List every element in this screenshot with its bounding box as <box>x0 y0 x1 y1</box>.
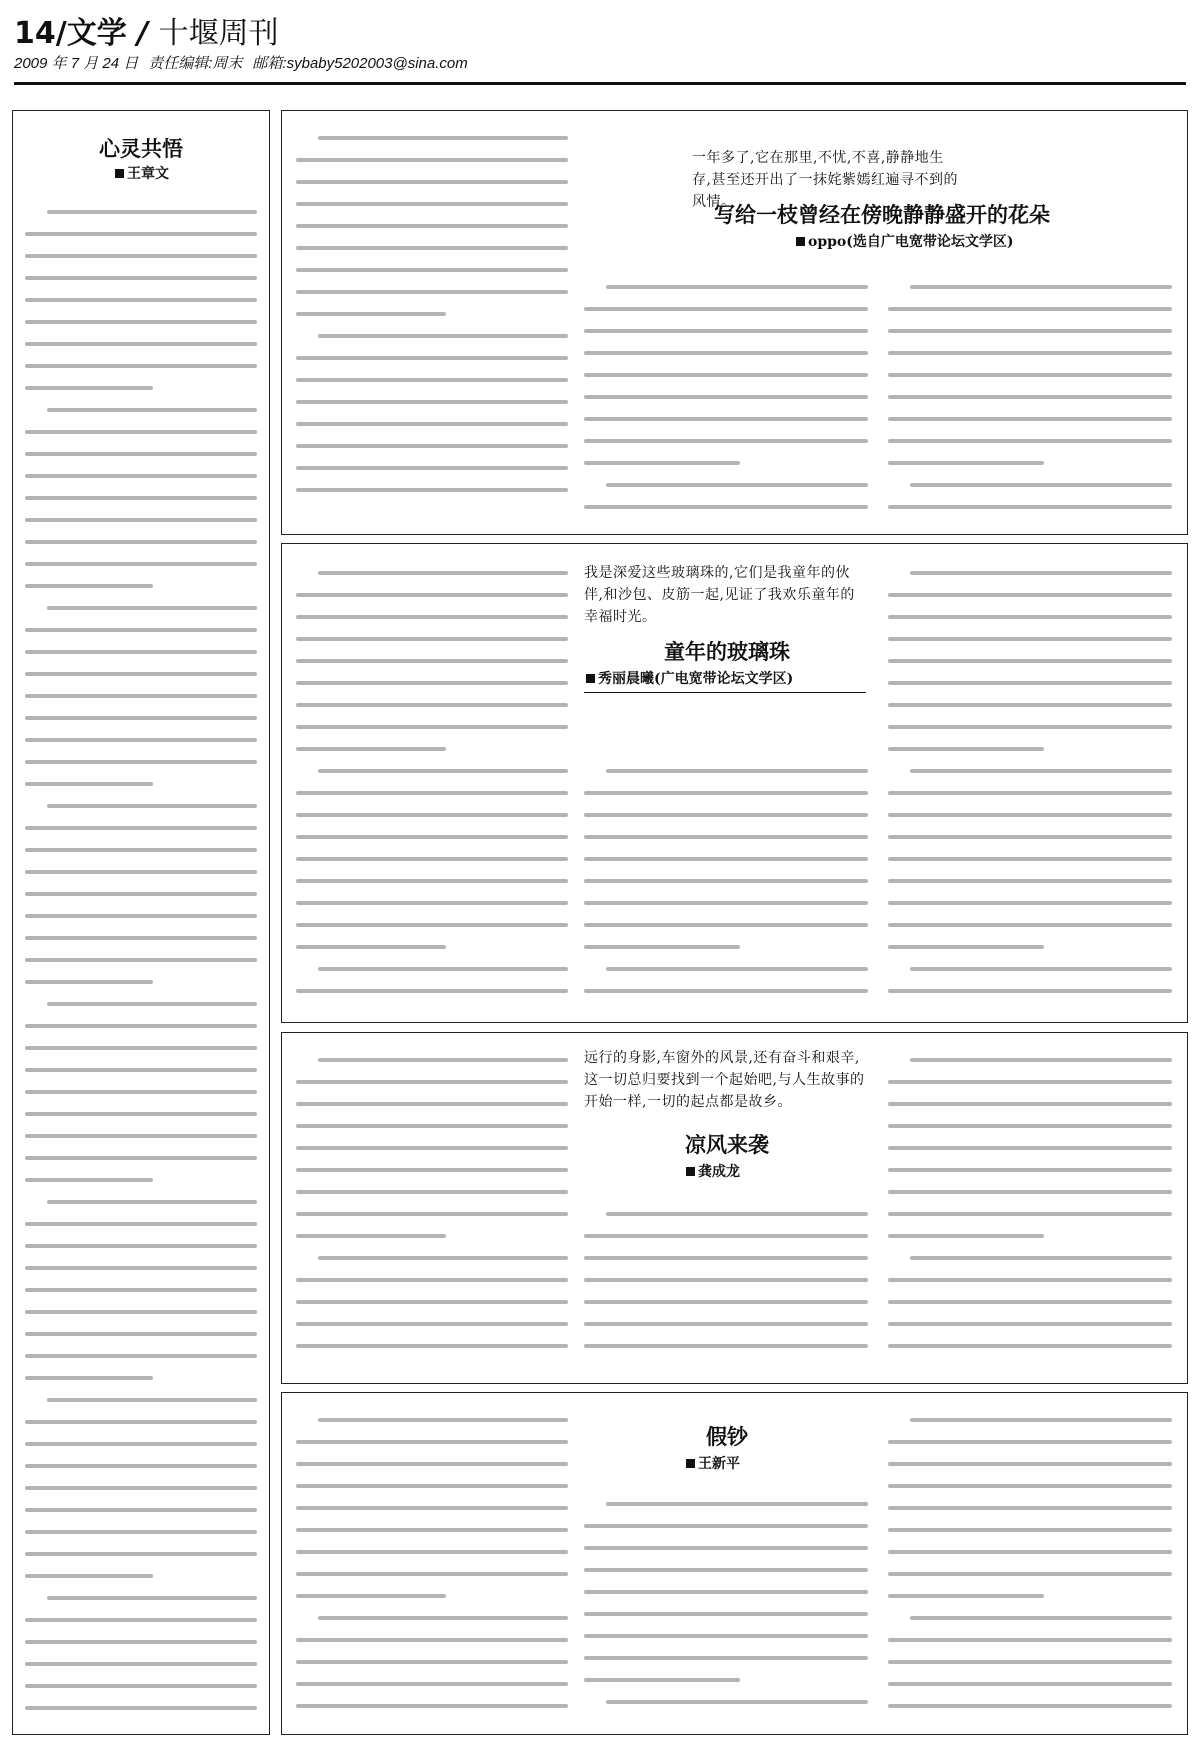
body-text-line <box>888 1594 1044 1598</box>
body-text-line <box>296 158 568 162</box>
body-text-line <box>25 1156 257 1160</box>
body-text-line <box>888 461 1044 465</box>
publication-name: 十堰周刊 <box>158 16 279 51</box>
body-text-line <box>25 276 257 280</box>
body-text-line <box>25 1420 257 1424</box>
body-text-line <box>296 1704 568 1708</box>
body-text-line <box>296 1550 568 1554</box>
body-text-line <box>606 1700 868 1704</box>
masthead <box>14 8 1186 88</box>
body-text-line <box>888 1124 1172 1128</box>
title-rule <box>584 692 866 693</box>
body-text-line <box>584 1546 868 1550</box>
body-text-line <box>888 593 1172 597</box>
body-text-line <box>296 180 568 184</box>
body-text-line <box>584 351 868 355</box>
body-text-line <box>584 923 868 927</box>
body-text-line <box>25 914 257 918</box>
body-text-line <box>296 1484 568 1488</box>
body-text-line <box>296 1168 568 1172</box>
page-number: 14/ <box>14 16 67 51</box>
body-text-line <box>25 584 153 588</box>
body-text-line <box>606 1212 868 1216</box>
body-text-line <box>888 791 1172 795</box>
body-text-line <box>584 307 868 311</box>
body-text-line <box>584 1234 868 1238</box>
body-text-line <box>296 1638 568 1642</box>
article-byline: 王章文 <box>115 163 169 183</box>
body-text-line <box>296 1146 568 1150</box>
body-text-line <box>888 835 1172 839</box>
body-text-line <box>584 417 868 421</box>
body-text-line <box>888 1572 1172 1576</box>
body-text-line <box>25 342 257 346</box>
body-text-line <box>25 386 153 390</box>
body-text-line <box>888 1278 1172 1282</box>
body-text-line <box>910 1418 1172 1422</box>
body-text-line <box>584 439 868 443</box>
article-xinling-gongwu <box>12 110 270 1735</box>
body-text-line <box>584 857 868 861</box>
body-text-line <box>25 364 257 368</box>
body-text-line <box>584 1256 868 1260</box>
article-title: 心灵共悟 <box>99 137 183 161</box>
body-text-line <box>25 1222 257 1226</box>
body-text-line <box>296 1322 568 1326</box>
article-byline: oppo(选自广电宽带论坛文学区) <box>796 231 1014 251</box>
body-text-line <box>296 444 568 448</box>
body-text-line <box>910 1256 1172 1260</box>
body-text-line <box>25 1662 257 1666</box>
body-text-line <box>318 136 568 140</box>
body-text-line <box>25 870 257 874</box>
body-text-line <box>296 1124 568 1128</box>
body-text-line <box>25 1310 257 1314</box>
body-text-line <box>296 466 568 470</box>
body-text-line <box>296 378 568 382</box>
body-text-line <box>296 1190 568 1194</box>
body-text-line <box>25 540 257 544</box>
body-text-line <box>888 1550 1172 1554</box>
body-text-line <box>888 1704 1172 1708</box>
body-text-line <box>25 1266 257 1270</box>
body-text-line <box>25 474 257 478</box>
body-text-line <box>25 1508 257 1512</box>
body-text-line <box>296 1300 568 1304</box>
body-text-line <box>296 1102 568 1106</box>
body-text-line <box>296 901 568 905</box>
body-text-line <box>296 224 568 228</box>
body-text-line <box>888 901 1172 905</box>
body-text-line <box>296 246 568 250</box>
body-text-line <box>318 1418 568 1422</box>
body-text-line <box>296 268 568 272</box>
body-text-line <box>888 1300 1172 1304</box>
body-text-line <box>888 725 1172 729</box>
body-text-line <box>584 1634 868 1638</box>
body-text-line <box>296 1682 568 1686</box>
issue-line <box>14 52 478 73</box>
body-text-line <box>25 232 257 236</box>
body-text-line <box>296 615 568 619</box>
body-text-line <box>25 452 257 456</box>
body-text-line <box>25 518 257 522</box>
body-text-line <box>888 1344 1172 1348</box>
body-text-line <box>606 1502 868 1506</box>
body-text-line <box>584 1322 868 1326</box>
body-text-line <box>25 496 257 500</box>
body-text-line <box>606 285 868 289</box>
body-text-line <box>25 1068 257 1072</box>
body-text-line <box>910 285 1172 289</box>
body-text-line <box>25 958 257 962</box>
body-text-line <box>584 813 868 817</box>
body-text-line <box>25 826 257 830</box>
body-text-line <box>888 505 1172 509</box>
body-text-line <box>296 703 568 707</box>
body-text-line <box>888 659 1172 663</box>
body-text-line <box>25 1442 257 1446</box>
body-text-line <box>888 703 1172 707</box>
body-text-line <box>25 1332 257 1336</box>
body-text-line <box>910 483 1172 487</box>
body-text-line <box>888 373 1172 377</box>
body-text-line <box>25 892 257 896</box>
body-text-line <box>296 356 568 360</box>
body-text-line <box>910 571 1172 575</box>
body-text-line <box>888 417 1172 421</box>
body-text-line <box>584 989 868 993</box>
body-text-line <box>888 637 1172 641</box>
body-text-line <box>584 945 740 949</box>
body-text-line <box>888 813 1172 817</box>
body-text-line <box>296 857 568 861</box>
body-text-line <box>584 879 868 883</box>
article-byline: 秀丽晨曦(广电宽带论坛文学区) <box>586 668 793 688</box>
body-text-line <box>296 637 568 641</box>
body-text-line <box>584 395 868 399</box>
body-text-line <box>584 1300 868 1304</box>
editor-email: 邮箱:sybaby5202003@sina.com <box>252 55 468 72</box>
body-text-line <box>25 1354 257 1358</box>
body-text-line <box>318 769 568 773</box>
body-text-line <box>25 1640 257 1644</box>
body-text-line <box>888 1462 1172 1466</box>
article-title: 凉风来袭 <box>685 1133 769 1157</box>
article-title: 假钞 <box>706 1425 748 1449</box>
article-title: 童年的玻璃珠 <box>664 640 790 664</box>
body-text-line <box>296 835 568 839</box>
body-text-line <box>606 483 868 487</box>
article-byline: 王新平 <box>686 1453 740 1473</box>
article-title: 写给一枝曾经在傍晚静静盛开的花朵 <box>714 203 1050 227</box>
body-text-line <box>888 857 1172 861</box>
body-text-line <box>910 967 1172 971</box>
page-header-title <box>14 8 279 52</box>
body-text-line <box>25 1112 257 1116</box>
body-text-line <box>888 681 1172 685</box>
body-text-line <box>25 1684 257 1688</box>
body-text-line <box>296 879 568 883</box>
body-text-line <box>25 1244 257 1248</box>
title-separator: / <box>137 16 149 51</box>
body-text-line <box>888 1190 1172 1194</box>
body-text-line <box>888 1528 1172 1532</box>
body-text-line <box>888 1682 1172 1686</box>
body-text-line <box>584 329 868 333</box>
body-text-line <box>888 989 1172 993</box>
body-text-line <box>25 430 257 434</box>
body-text-line <box>296 1660 568 1664</box>
body-text-line <box>25 1530 257 1534</box>
body-text-line <box>296 290 568 294</box>
body-text-line <box>25 694 257 698</box>
body-text-line <box>318 967 568 971</box>
body-text-line <box>25 254 257 258</box>
body-text-line <box>25 298 257 302</box>
body-text-line <box>888 1102 1172 1106</box>
body-text-line <box>25 1024 257 1028</box>
body-text-line <box>25 1288 257 1292</box>
body-text-line <box>888 1322 1172 1326</box>
body-text-line <box>888 1638 1172 1642</box>
body-text-line <box>25 936 257 940</box>
article-lead-quote: 一年多了,它在那里,不忧,不喜,静静地生存,甚至还开出了一抹姹紫嫣红遍寻不到的风情。 <box>692 150 958 210</box>
body-text-line <box>888 879 1172 883</box>
body-text-line <box>888 1212 1172 1216</box>
body-text-line <box>296 488 568 492</box>
body-text-line <box>296 1344 568 1348</box>
body-text-line <box>47 408 257 412</box>
body-text-line <box>296 1506 568 1510</box>
body-text-line <box>296 681 568 685</box>
body-text-line <box>296 1278 568 1282</box>
body-text-line <box>584 461 740 465</box>
body-text-line <box>888 923 1172 927</box>
body-text-line <box>584 1278 868 1282</box>
editor-credit: 责任编辑:周末 <box>148 55 243 72</box>
body-text-line <box>25 782 153 786</box>
body-text-line <box>888 1484 1172 1488</box>
body-text-line <box>296 1528 568 1532</box>
body-text-line <box>584 901 868 905</box>
body-text-line <box>888 439 1172 443</box>
body-text-line <box>318 1616 568 1620</box>
body-text-line <box>318 334 568 338</box>
article-glass-marbles <box>281 543 1188 1023</box>
body-text-line <box>888 1506 1172 1510</box>
body-text-line <box>25 1706 257 1710</box>
body-text-line <box>296 312 446 316</box>
body-text-line <box>47 1002 257 1006</box>
body-text-line <box>25 1046 257 1050</box>
body-text-line <box>296 400 568 404</box>
body-text-line <box>910 769 1172 773</box>
body-text-line <box>47 1398 257 1402</box>
body-text-line <box>296 747 446 751</box>
body-text-line <box>25 1574 153 1578</box>
body-text-line <box>888 615 1172 619</box>
body-text-line <box>296 1440 568 1444</box>
body-text-line <box>584 1344 868 1348</box>
body-text-line <box>584 835 868 839</box>
body-text-line <box>584 1678 740 1682</box>
body-text-line <box>584 1656 868 1660</box>
body-text-line <box>296 1462 568 1466</box>
body-text-line <box>318 1256 568 1260</box>
body-text-line <box>584 1568 868 1572</box>
body-text-line <box>25 1376 153 1380</box>
body-text-line <box>25 562 257 566</box>
body-text-line <box>25 672 257 676</box>
body-text-line <box>584 791 868 795</box>
body-text-line <box>296 1080 568 1084</box>
body-text-line <box>296 1212 568 1216</box>
body-text-line <box>296 422 568 426</box>
body-text-line <box>25 1090 257 1094</box>
body-text-line <box>25 1552 257 1556</box>
body-text-line <box>25 760 257 764</box>
body-text-line <box>296 1234 446 1238</box>
body-text-line <box>888 395 1172 399</box>
body-text-line <box>47 804 257 808</box>
body-text-line <box>888 1660 1172 1664</box>
body-text-line <box>296 1594 446 1598</box>
body-text-line <box>296 791 568 795</box>
article-cool-breeze <box>281 1032 1188 1384</box>
body-text-line <box>47 1200 257 1204</box>
body-text-line <box>296 989 568 993</box>
body-text-line <box>888 1234 1044 1238</box>
body-text-line <box>318 571 568 575</box>
body-text-line <box>25 1464 257 1468</box>
issue-date: 2009 年 7 月 24 日 <box>14 55 139 72</box>
body-text-line <box>47 606 257 610</box>
masthead-rule <box>14 82 1186 85</box>
body-text-line <box>296 945 446 949</box>
body-text-line <box>296 923 568 927</box>
article-byline: 龚成龙 <box>686 1161 740 1181</box>
article-flower <box>281 110 1188 535</box>
section-name: 文学 <box>66 16 127 51</box>
body-text-line <box>25 738 257 742</box>
body-text-line <box>888 1168 1172 1172</box>
body-text-line <box>318 1058 568 1062</box>
article-counterfeit-bill <box>281 1392 1188 1735</box>
body-text-line <box>888 351 1172 355</box>
body-text-line <box>25 1178 153 1182</box>
body-text-line <box>25 1618 257 1622</box>
body-text-line <box>47 1596 257 1600</box>
body-text-line <box>910 1616 1172 1620</box>
body-text-line <box>296 1572 568 1576</box>
body-text-line <box>296 593 568 597</box>
body-text-line <box>888 307 1172 311</box>
body-text-line <box>25 980 153 984</box>
article-lead-quote: 我是深爱这些玻璃珠的,它们是我童年的伙伴,和沙包、皮筋一起,见证了我欢乐童年的幸福时光。 <box>584 565 855 625</box>
body-text-line <box>888 1146 1172 1150</box>
body-text-line <box>888 329 1172 333</box>
article-lead-quote: 远行的身影,车窗外的风景,还有奋斗和艰辛,这一切总归要找到一个起始吧,与人生故事的开始一样,一切的起点都是故乡。 <box>584 1050 865 1110</box>
body-text-line <box>25 320 257 324</box>
body-text-line <box>296 813 568 817</box>
body-text-line <box>296 659 568 663</box>
body-text-line <box>606 967 868 971</box>
body-text-line <box>584 505 868 509</box>
body-text-line <box>606 769 868 773</box>
body-text-line <box>888 1080 1172 1084</box>
body-text-line <box>47 210 257 214</box>
body-text-line <box>584 1524 868 1528</box>
body-text-line <box>888 747 1044 751</box>
body-text-line <box>910 1058 1172 1062</box>
body-text-line <box>25 848 257 852</box>
body-text-line <box>296 202 568 206</box>
body-text-line <box>584 1590 868 1594</box>
body-text-line <box>25 1134 257 1138</box>
body-text-line <box>584 373 868 377</box>
body-text-line <box>888 1440 1172 1444</box>
body-text-line <box>584 1612 868 1616</box>
body-text-line <box>888 945 1044 949</box>
body-text-line <box>25 716 257 720</box>
body-text-line <box>296 725 568 729</box>
body-text-line <box>25 628 257 632</box>
body-text-line <box>25 1486 257 1490</box>
body-text-line <box>25 650 257 654</box>
